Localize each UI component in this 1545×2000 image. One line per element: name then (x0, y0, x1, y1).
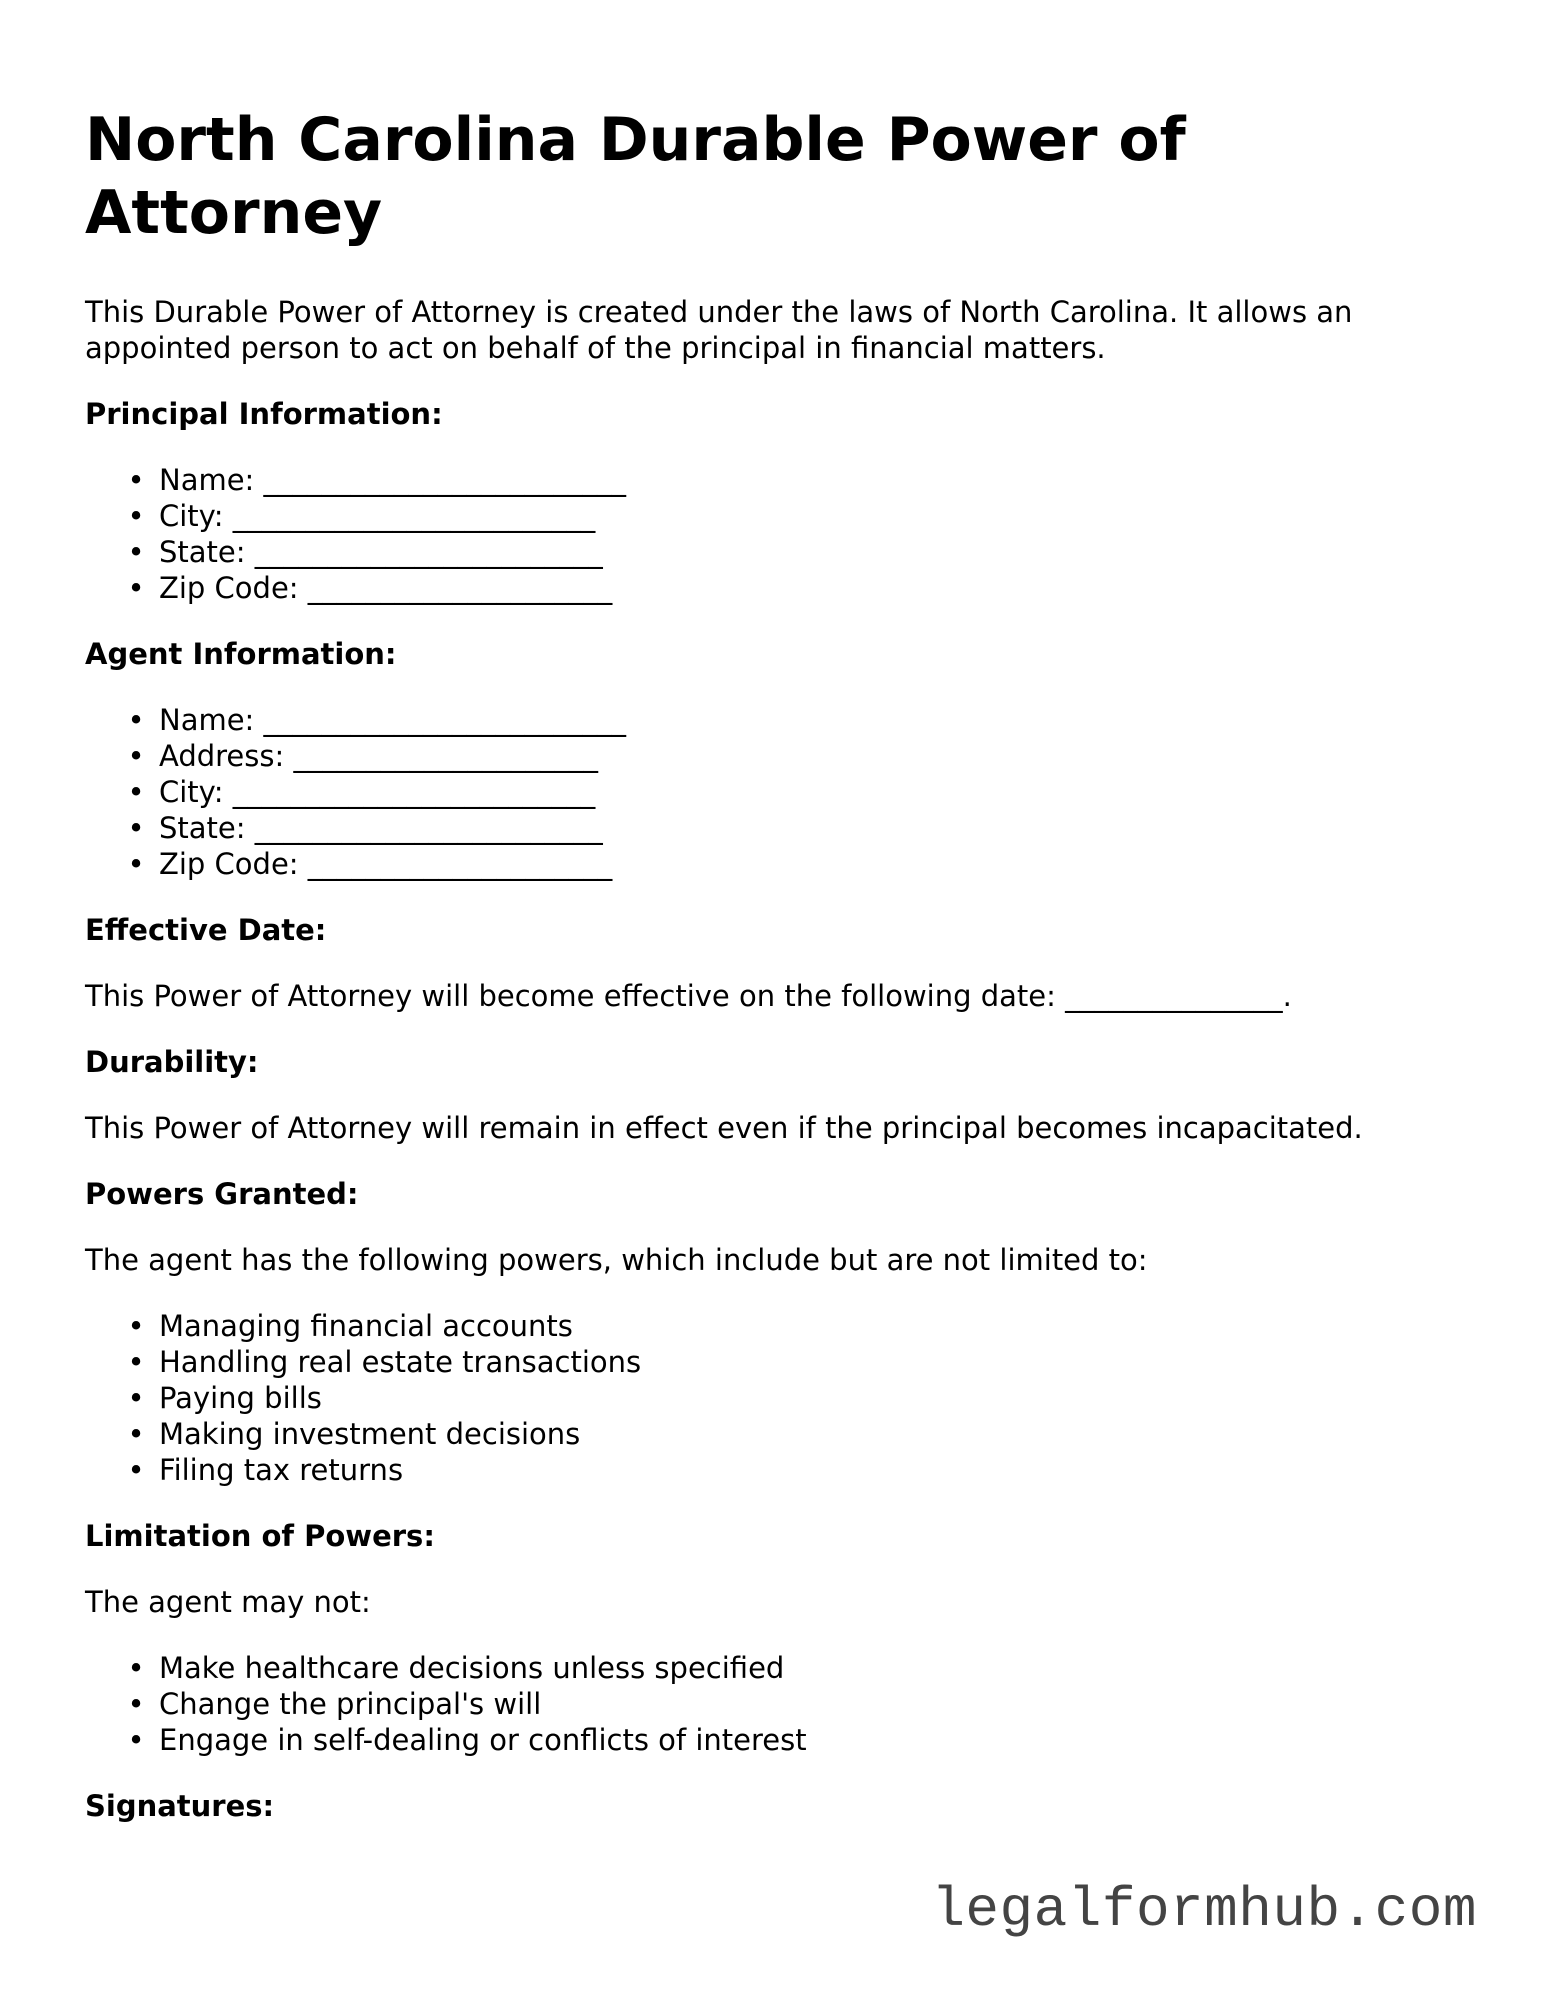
list-item (127, 1308, 1485, 1344)
list-item (127, 1722, 1485, 1758)
effective-date-heading: Effective Date: (85, 913, 327, 947)
powers-granted-list (85, 1308, 1485, 1488)
field-label: City: _________________________ (159, 499, 596, 533)
bullet-icon: • (127, 535, 145, 569)
agent-heading: Agent Information: (85, 637, 397, 671)
principal-heading: Principal Information: (85, 397, 443, 431)
bullet-icon: • (127, 1687, 145, 1721)
field-label: Zip Code: _____________________ (159, 571, 613, 605)
list-item-text: Paying bills (159, 1381, 322, 1415)
bullet-icon: • (127, 1309, 145, 1343)
field-label: City: _________________________ (159, 775, 596, 809)
bullet-icon: • (127, 811, 145, 845)
document-page (85, 104, 1485, 1824)
principal-state-field (127, 534, 1485, 570)
agent-fields-list (85, 702, 1485, 882)
intro-paragraph: This Durable Power of Attorney is created under the laws of North Carolina. It allows an appointed person to act on behalf of the principal in financial matters. (85, 295, 1353, 365)
field-label: Address: _____________________ (159, 739, 598, 773)
list-item (127, 1452, 1485, 1488)
limitation-heading: Limitation of Powers: (85, 1519, 435, 1553)
field-label: State: ________________________ (159, 535, 603, 569)
bullet-icon: • (127, 1651, 145, 1685)
agent-state-field (127, 810, 1485, 846)
bullet-icon: • (127, 739, 145, 773)
powers-granted-text: The agent has the following powers, which include but are not limited to: (85, 1243, 1148, 1277)
bullet-icon: • (127, 775, 145, 809)
bullet-icon: • (127, 847, 145, 881)
list-item (127, 1380, 1485, 1416)
bullet-icon: • (127, 703, 145, 737)
principal-fields-list (85, 462, 1485, 606)
bullet-icon: • (127, 1381, 145, 1415)
bullet-icon: • (127, 1417, 145, 1451)
list-item-text: Handling real estate transactions (159, 1345, 642, 1379)
limitation-list (85, 1650, 1485, 1758)
principal-name-field (127, 462, 1485, 498)
list-item-text: Engage in self-dealing or conflicts of interest (159, 1723, 807, 1757)
document-title: North Carolina Durable Power of Attorney (85, 105, 1186, 248)
bullet-icon: • (127, 463, 145, 497)
powers-granted-heading: Powers Granted: (85, 1177, 359, 1211)
limitation-text: The agent may not: (85, 1585, 371, 1619)
agent-name-field (127, 702, 1485, 738)
list-item-text: Managing financial accounts (159, 1309, 573, 1343)
agent-zip-field (127, 846, 1485, 882)
principal-zip-field (127, 570, 1485, 606)
list-item-text: Make healthcare decisions unless specified (159, 1651, 785, 1685)
list-item-text: Filing tax returns (159, 1453, 404, 1487)
field-label: Zip Code: _____________________ (159, 847, 613, 881)
bullet-icon: • (127, 499, 145, 533)
list-item (127, 1650, 1485, 1686)
field-label: State: ________________________ (159, 811, 603, 845)
bullet-icon: • (127, 571, 145, 605)
principal-city-field (127, 498, 1485, 534)
field-label: Name: _________________________ (159, 463, 627, 497)
bullet-icon: • (127, 1453, 145, 1487)
durability-text: This Power of Attorney will remain in effect even if the principal becomes incapacitated. (85, 1111, 1363, 1145)
signatures-heading: Signatures: (85, 1789, 275, 1823)
list-item-text: Making investment decisions (159, 1417, 581, 1451)
bullet-icon: • (127, 1345, 145, 1379)
durability-heading: Durability: (85, 1045, 259, 1079)
bullet-icon: • (127, 1723, 145, 1757)
effective-date-text: This Power of Attorney will become effective on the following date: _______________. (85, 979, 1292, 1013)
list-item (127, 1344, 1485, 1380)
agent-address-field (127, 738, 1485, 774)
list-item (127, 1416, 1485, 1452)
field-label: Name: _________________________ (159, 703, 627, 737)
agent-city-field (127, 774, 1485, 810)
list-item (127, 1686, 1485, 1722)
list-item-text: Change the principal's will (159, 1687, 542, 1721)
watermark-text: legalformhub.com (931, 1878, 1477, 1942)
